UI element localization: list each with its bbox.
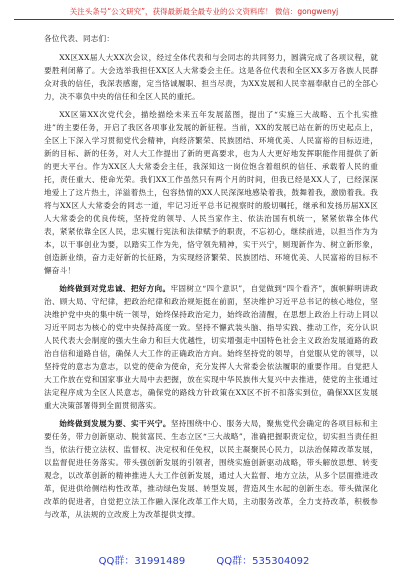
paragraph <box>44 282 378 412</box>
paragraph <box>44 108 378 277</box>
footer-contact <box>0 552 408 567</box>
paragraph-text: XX区第XX次党代会，描绘描绘未来五年发展蓝图，提出了“实施三大战略、五个扎实推进”的主要任务，开启了我区各项事业发展的新征程。当前，XX的发展已站在新的历史起点上，全区上下深入学习贯彻党代会精神，向经济繁荣、民族团结、环境优美、人民富裕的目标迈进，新的目标、新的任务，对人大工作提出了新的更高要求，也为人大更好地发挥职能作用提供了新的更大平台。作为XX区人大常委会主任，我深知这一岗位饱含着组织的信任、承载着人民的重托，责任重大、使命光荣。我们XX工作虽然只有两个月的时间，但我已经是XX人了，已经深深地爱上了这片热土，洋溢着热土，包容热情的XX人民深深地感染着我，鼓舞着我，激励着我。我将与XX区人大常委会的同志一道，牢记习近平总书记视察时的殷切嘱托，继承和发扬历届XX区人大常委会的优良传统，坚持党的领导、人民当家作主、依法治国有机统一，紧紧依靠全体代表，紧紧依靠全区人民，忠实履行宪法和法律赋予的职责，不忘初心，继续前进，以担当作为为本，以干事创业为要，以踏实工作为先，恪守领先精神，实干兴宁，厕现新作为、树立新形象，创造新业绩，奋力走好新的长征路，为实现经济繁荣、民族团结、环境优美、人民富裕的目标不懈奋斗！ <box>44 110 378 275</box>
paragraph-text: XX区XX届人大XX次会议，经过全体代表和与会同志的共同努力，圆满完成了各项议程，就要胜利闭幕了。大会选举我担任XX区人大常委会主任。这是各位代表和全区XX多万各族人民群众对我的信任，我深表感谢，定当恪诚履职、担当尽责，为XX发展和人民幸福奉献自己的全部心力，决不辜负中央的信任和全区人民的重托。 <box>44 53 378 101</box>
top-banner: 关注头条号“公文研究”，获得最新最全最专业的公文资料库！ 微信：gongwenyj <box>69 7 339 16</box>
paragraph <box>44 417 378 521</box>
qq-group-2: QQ群：535304092 <box>216 556 310 567</box>
paragraph <box>44 51 378 103</box>
header-divider <box>14 19 394 20</box>
paragraph-lead-heading: 始终做到发展为要、实干兴宁。 <box>59 419 171 428</box>
qq-group-1: QQ群：31991489 <box>98 556 186 567</box>
paragraph-lead-heading: 始终做到对党忠诚、把好方向。 <box>59 284 171 293</box>
salutation: 各位代表、同志们： <box>44 34 115 43</box>
document-body <box>44 32 378 526</box>
paragraph-text: 坚持围绕中心、服务大局，聚焦党代会确定的各项目标和主要任务，带力创新驱动、脱贫富民、生态立区“三大战略”，准确把握职责定位，切实担当责任担当，依法行使立法权、监督权、决定权和任免权，以民主凝聚民心民力，以法治保障改革发展，以监督促进任务落实。带头强创新发展的引领者，围绕实施创新驱动战略，带头解放思想、转变观念，以改革创新的精神推进人大工作创新发展，通过人大监督、地方立法，从多个层面推进改革，促进供给侧结构性改革，推动绿色发展、转型发展，营造风生水起的创新生态。带头做深化改革的促进者，自觉把立法工作融入深化改革工作大局，主动服务改革，全力支持改革，积极参与改革，从法规的立改废上为改革提供支撑。 <box>44 419 378 519</box>
paragraph-text: 牢固树立“四个意识”，自觉做到“四个看齐”，旗帜鲜明讲政治、顾大局、守纪律，把政治纪律和政治规矩挺在前面，坚决维护习近平总书记的核心地位，坚决维护党中央的集中统一领导，始终保持政治定力，始终政治清醒，在思想上政治上行动上同以习近平同志为核心的党中央保持高度一致。坚持不懈武装头脑、指导实践、推动工作，充分认识人民代表大会制度的强大生命力和巨大优越性，切实增强走中国特色社会主义政治发展道路的政治自信和道路自信，确保人大工作的正确政治方向。始终坚持党的领导，自觉服从党的领导，以坚持党的意志为意志，以党的使命为使命，充分发挥人大常委会依法履职的重要作用。自觉把人大工作放在党和国家事业大局中去把握，放在实现中华民族伟大复兴中去推进，使党的主张通过法定程序成为全区人民意志，确保党的路线方针政策在XX区不折不扣落实到位，确保XX区发展重大决策部署得到全面贯彻落实。 <box>44 284 378 410</box>
